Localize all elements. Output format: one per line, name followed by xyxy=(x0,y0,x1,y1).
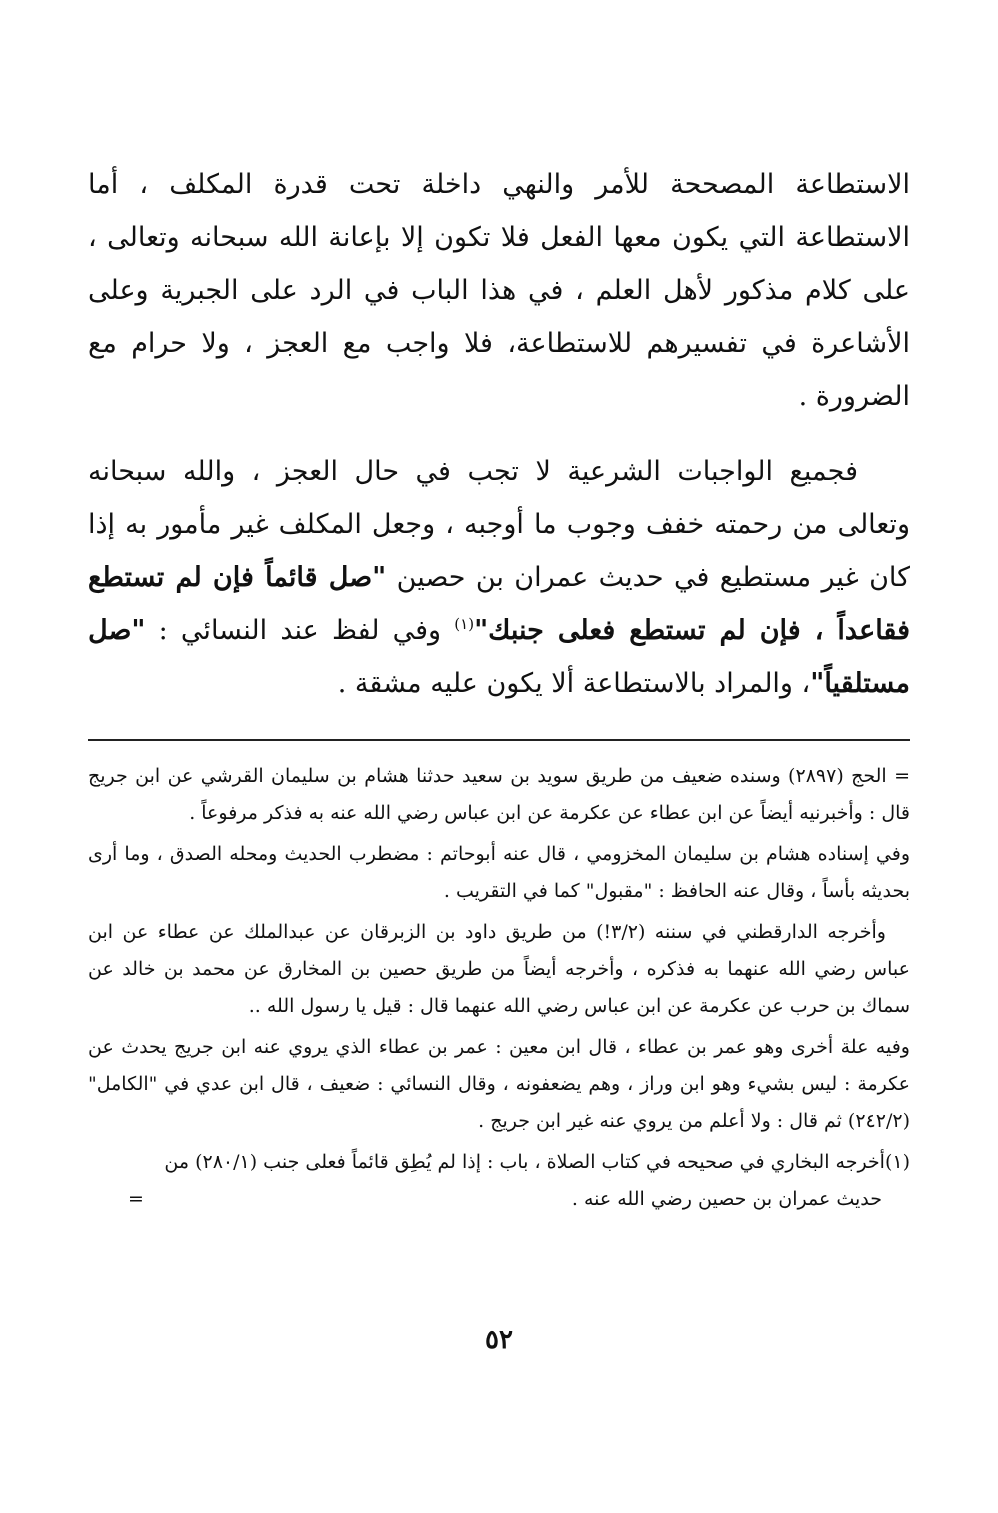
paragraph-2-text-1: فجميع الواجبات الشرعية لا تجب في حال العجز ، والله سبحانه وتعالى من رحمته خفف وجوب ما أوجبه ، وجعل المكلف غير مأمور به إذا كان غير مستطيع في حديث عمران بن حصين xyxy=(88,456,911,593)
footnote-reference-1: (١) xyxy=(454,615,475,633)
paragraph-2-text-3: ، والمراد بالاستطاعة ألا يكون عليه مشقة . xyxy=(337,668,811,699)
footnote-paragraph-3: وأخرجه الدارقطني في سننه (٣/٢!) من طريق داود بن الزبرقان عن عبدالملك عن عطاء عن ابن عباس رضي الله عنهما به فذكره ، وأخرجه أيضاً من طريق حصين بن المخارق عن محمد بن خالد عن سماك بن حرب عن عكرمة عن ابن عباس رضي الله عنهما قال : قيل يا رسول الله .. xyxy=(88,921,910,1017)
footnote-1-line-2 xyxy=(88,1181,910,1218)
footnote-paragraph-2: وفي إسناده هشام بن سليمان المخزومي ، قال عنه أبوحاتم : مضطرب الحديث ومحله الصدق ، وما أرى بحديثه بأساً ، وقال عنه الحافظ : "مقبول" كما في التقريب . xyxy=(88,843,910,902)
paragraph-2 xyxy=(88,445,910,710)
footnote-1-text: حديث عمران بن حصين رضي الله عنه . xyxy=(571,1188,882,1210)
continuation-mark: = xyxy=(128,1188,144,1210)
paragraph-2-text-2: وفي لفظ عند النسائي : xyxy=(145,615,455,646)
footnotes xyxy=(88,758,910,1218)
footnote-1-line-1: (١)أخرجه البخاري في صحيحه في كتاب الصلاة ، باب : إذا لم يُطِق قائماً فعلى جنب (٢٨٠/١) من xyxy=(164,1151,910,1173)
hadith-quote-2: "صل مستلقياً" xyxy=(88,615,910,699)
hadith-quote-1: "صل قائماً فإن لم تستطع فقاعداً ، فإن لم تستطع فعلى جنبك" xyxy=(88,562,910,646)
footnote-continuation: = الحج (٢٨٩٧) وسنده ضعيف من طريق سويد بن سعيد حدثنا هشام بن سليمان القرشي عن ابن جريج قال : وأخبرنيه أيضاً عن ابن عطاء عن عكرمة عن ابن عباس رضي الله عنه به فذكر مرفوعاً . xyxy=(88,765,910,824)
page-number: ٥٢ xyxy=(485,1325,513,1355)
paragraph-1: الاستطاعة المصححة للأمر والنهي داخلة تحت قدرة المكلف ، أما الاستطاعة التي يكون معها الفعل فلا تكون إلا بإعانة الله سبحانه وتعالى ، على كلام مذكور لأهل العلم ، في هذا الباب في الرد على الجبرية وعلى الأشاعرة في تفسيرهم للاستطاعة، فلا واجب مع العجز ، ولا حرام مع الضرورة . xyxy=(88,169,910,412)
footnote-paragraph-4: وفيه علة أخرى وهو عمر بن عطاء ، قال ابن معين : عمر بن عطاء الذي يروي عنه ابن جريج يحدث عن عكرمة : ليس بشيء وهو ابن وراز ، وهم يضعفونه ، وقال النسائي : ضعيف ، قال ابن عدي في "الكامل" (٢٤٢/٢) ثم قال : ولا أعلم من يروي عنه غير ابن جريج . xyxy=(88,1036,910,1132)
footnote-separator xyxy=(88,739,910,741)
main-text xyxy=(88,158,910,710)
